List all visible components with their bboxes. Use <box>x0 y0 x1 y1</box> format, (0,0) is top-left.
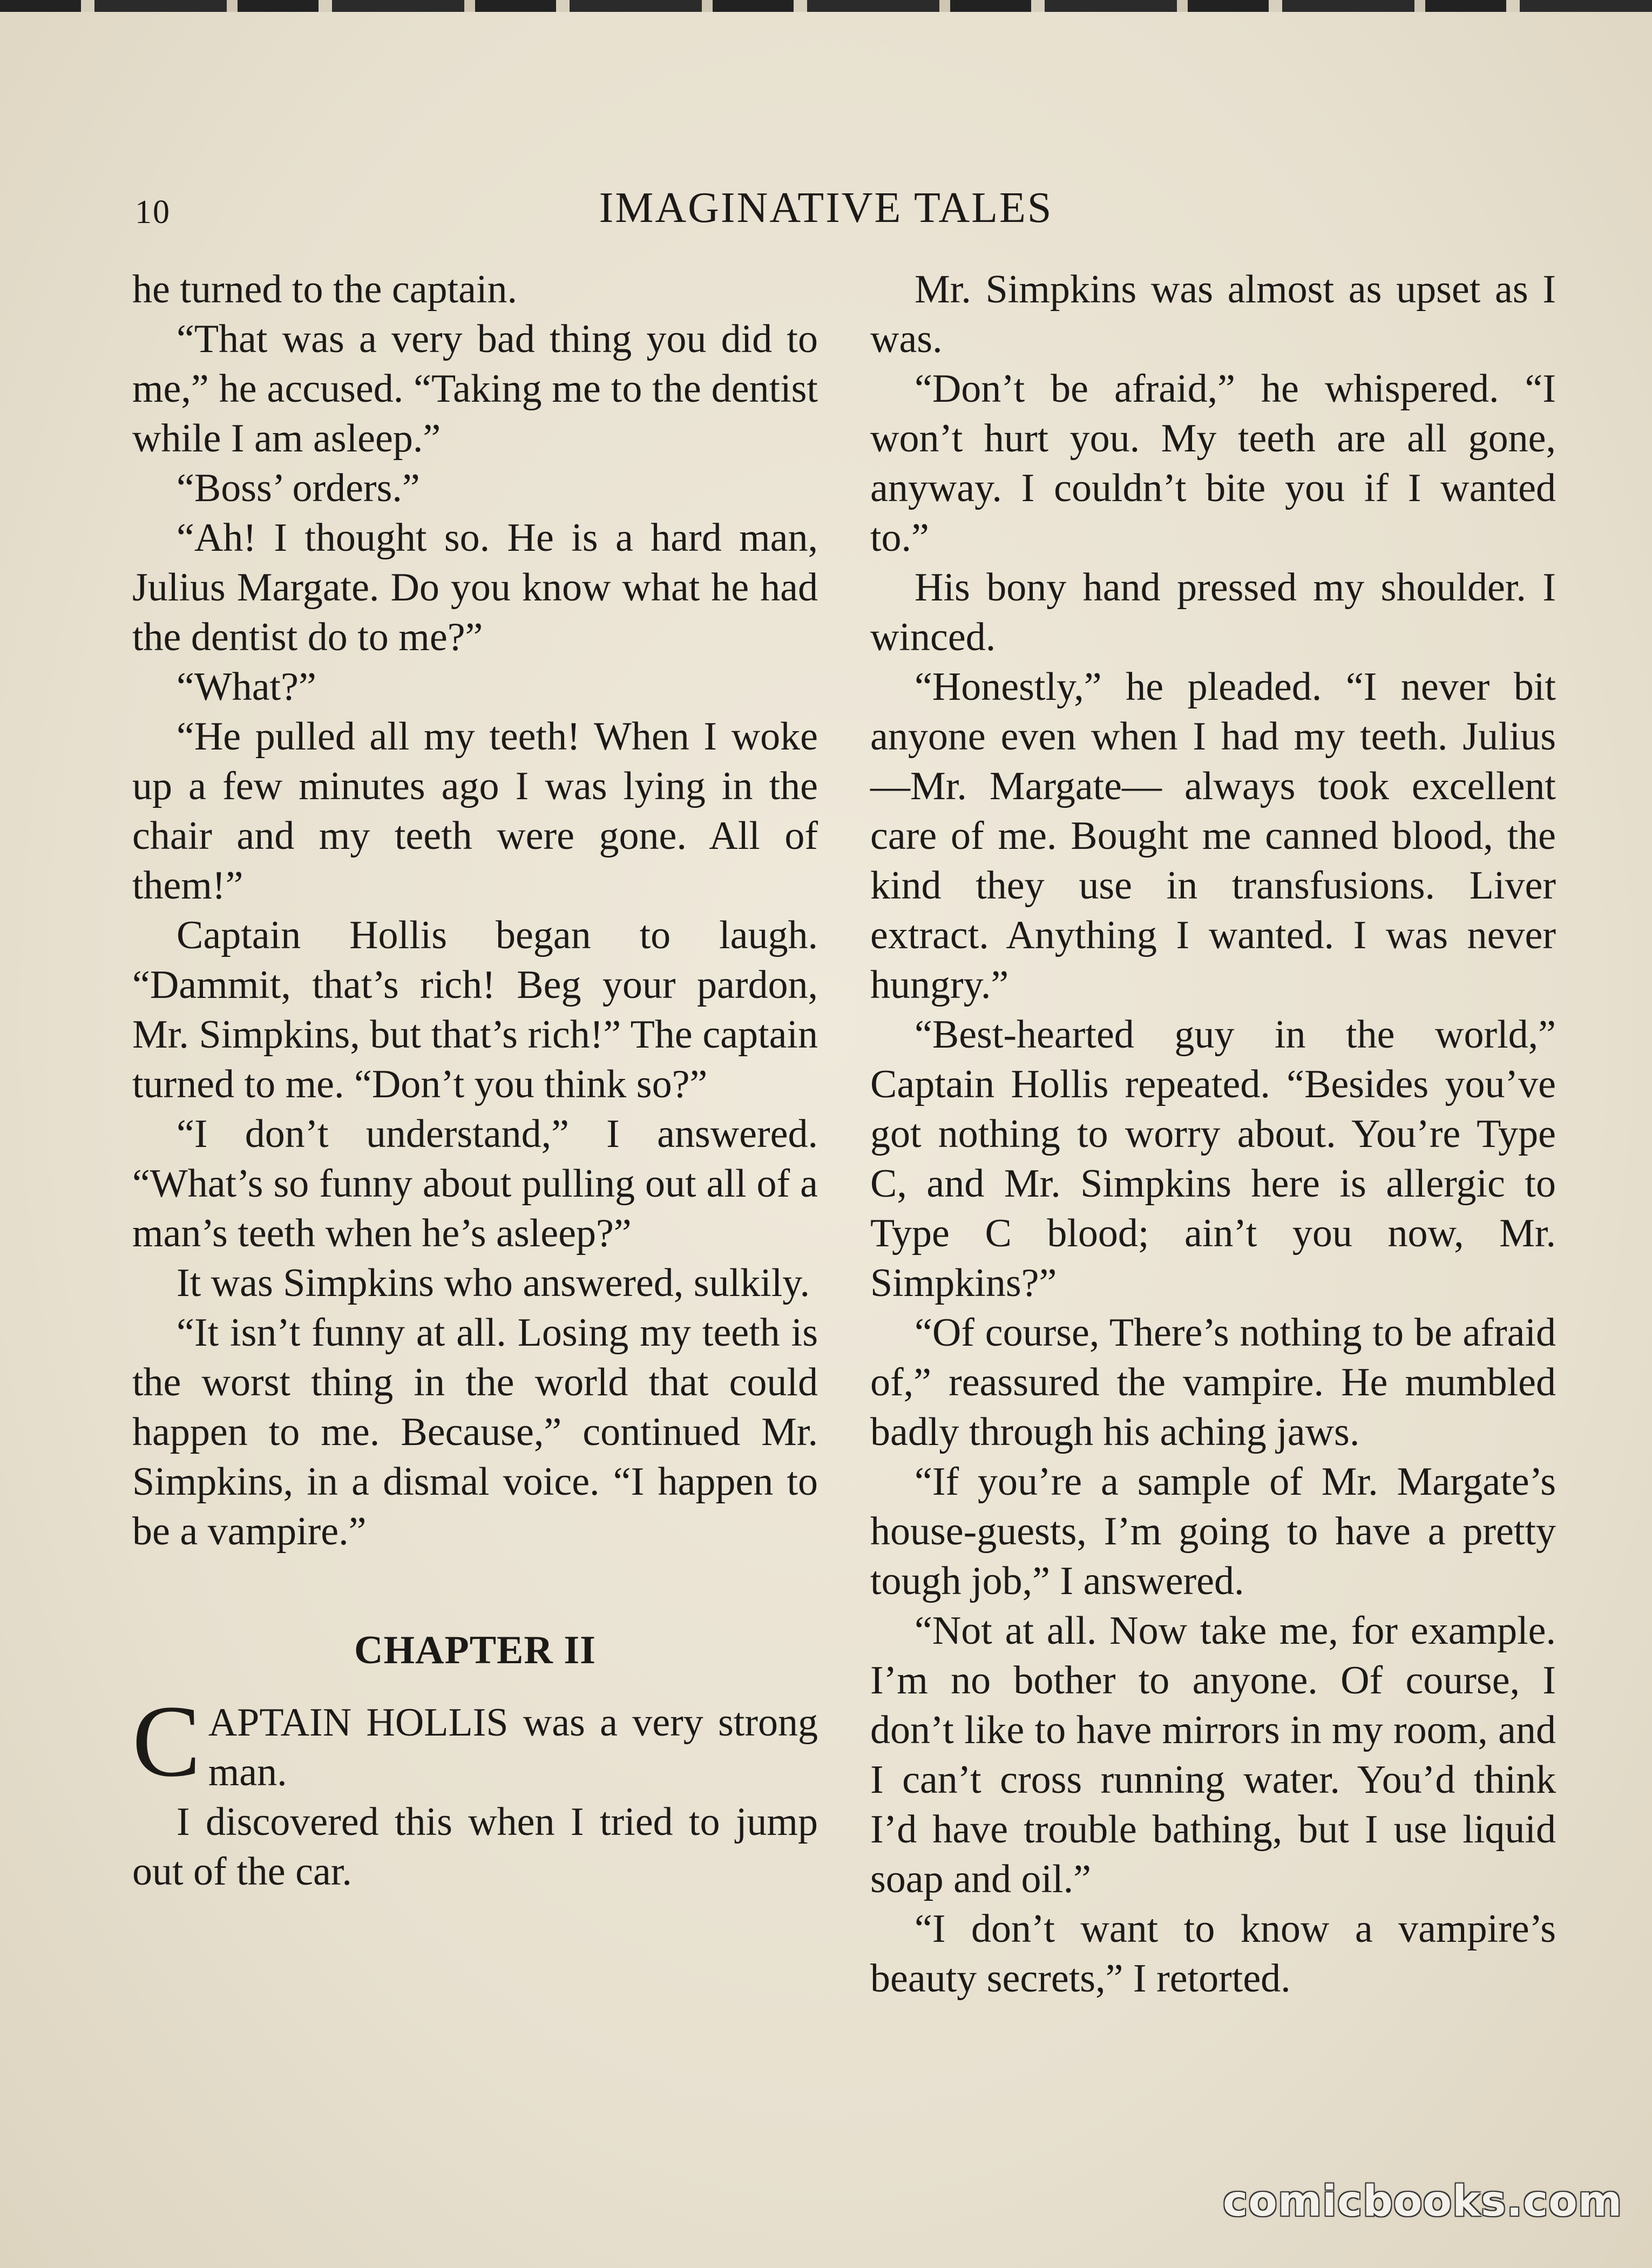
paragraph-text: APTAIN HOLLIS was a very strong man. <box>208 1700 818 1794</box>
paragraph: “Don’t be afraid,” he whispered. “I won’t hurt you. My teeth are all gone, anyway. I couldn’t bite you if I wanted to.” <box>870 367 1556 560</box>
paragraph: “Best-hearted guy in the world,” Captain Hollis repeated. “Besides you’ve got nothing to worry about. You’re Type C, and Mr. Simpkins here is allergic to Type C blood; ain’t you now, Mr. Simpkins?” <box>870 1013 1556 1305</box>
paragraph: “Honestly,” he pleaded. “I never bit anyone even when I had my teeth. Julius—Mr. Margate— always took excellent care of me. Bought me canned blood, the kind they use in transfusions. Liver extract. Anything I wanted. I was never hungry.” <box>870 665 1556 1007</box>
left-column <box>132 265 818 1896</box>
paragraph: “If you’re a sample of Mr. Margate’s house-guests, I’m going to have a pretty tough job,” I answered. <box>870 1460 1556 1603</box>
paragraph: “Not at all. Now take me, for example. I’m no bother to anyone. Of course, I don’t like to have mirrors in my room, and I can’t cross running water. You’d think I’d have trouble bathing, but I use liquid soap and oil.” <box>870 1609 1556 1901</box>
drop-cap: C <box>132 1685 201 1798</box>
paragraph: Mr. Simpkins was almost as upset as I was. <box>870 267 1556 361</box>
paragraph: “It isn’t funny at all. Losing my teeth is the worst thing in the world that could happen to me. Because,” continued Mr. Simpkins, in a dismal voice. “I happen to be a vampire.” <box>132 1311 818 1554</box>
page-top-edge <box>0 0 1652 12</box>
paragraph: I discovered this when I tried to jump out of the car. <box>132 1800 818 1894</box>
running-title: IMAGINATIVE TALES <box>599 184 1053 232</box>
paragraph: “He pulled all my teeth! When I woke up a few minutes ago I was lying in the chair and my teeth were gone. All of them!” <box>132 714 818 908</box>
site-watermark: comicbooks.com <box>1223 2177 1623 2226</box>
paragraph: “I don’t understand,” I answered. “What’s so funny about pulling out all of a man’s teeth when he’s asleep?” <box>132 1112 818 1256</box>
paragraph: “I don’t want to know a vampire’s beauty secrets,” I retorted. <box>870 1907 1556 2001</box>
paragraph: It was Simpkins who answered, sulkily. <box>177 1261 810 1305</box>
paragraph: he turned to the captain. <box>132 267 518 312</box>
page-header <box>0 184 1652 243</box>
paragraph: “What?” <box>177 665 316 709</box>
chapter-opening-paragraph <box>132 1685 818 1798</box>
paragraph: Captain Hollis began to laugh. “Dammit, that’s rich! Beg your pardon, Mr. Simpkins, but that’s rich!” The captain turned to me. “Don’t you think so?” <box>132 913 818 1106</box>
paragraph: “Boss’ orders.” <box>177 466 420 510</box>
paragraph: “That was a very bad thing you did to me,” he accused. “Taking me to the dentist while I am asleep.” <box>132 317 818 461</box>
page-number: 10 <box>135 194 171 231</box>
chapter-heading: CHAPTER II <box>354 1628 596 1672</box>
right-column <box>870 265 1556 2003</box>
paragraph: “Of course, There’s nothing to be afraid of,” reassured the vampire. He mumbled badly through his aching jaws. <box>870 1311 1556 1454</box>
paragraph: His bony hand pressed my shoulder. I winced. <box>870 565 1556 659</box>
paragraph: “Ah! I thought so. He is a hard man, Julius Margate. Do you know what he had the dentist do to me?” <box>132 516 818 659</box>
